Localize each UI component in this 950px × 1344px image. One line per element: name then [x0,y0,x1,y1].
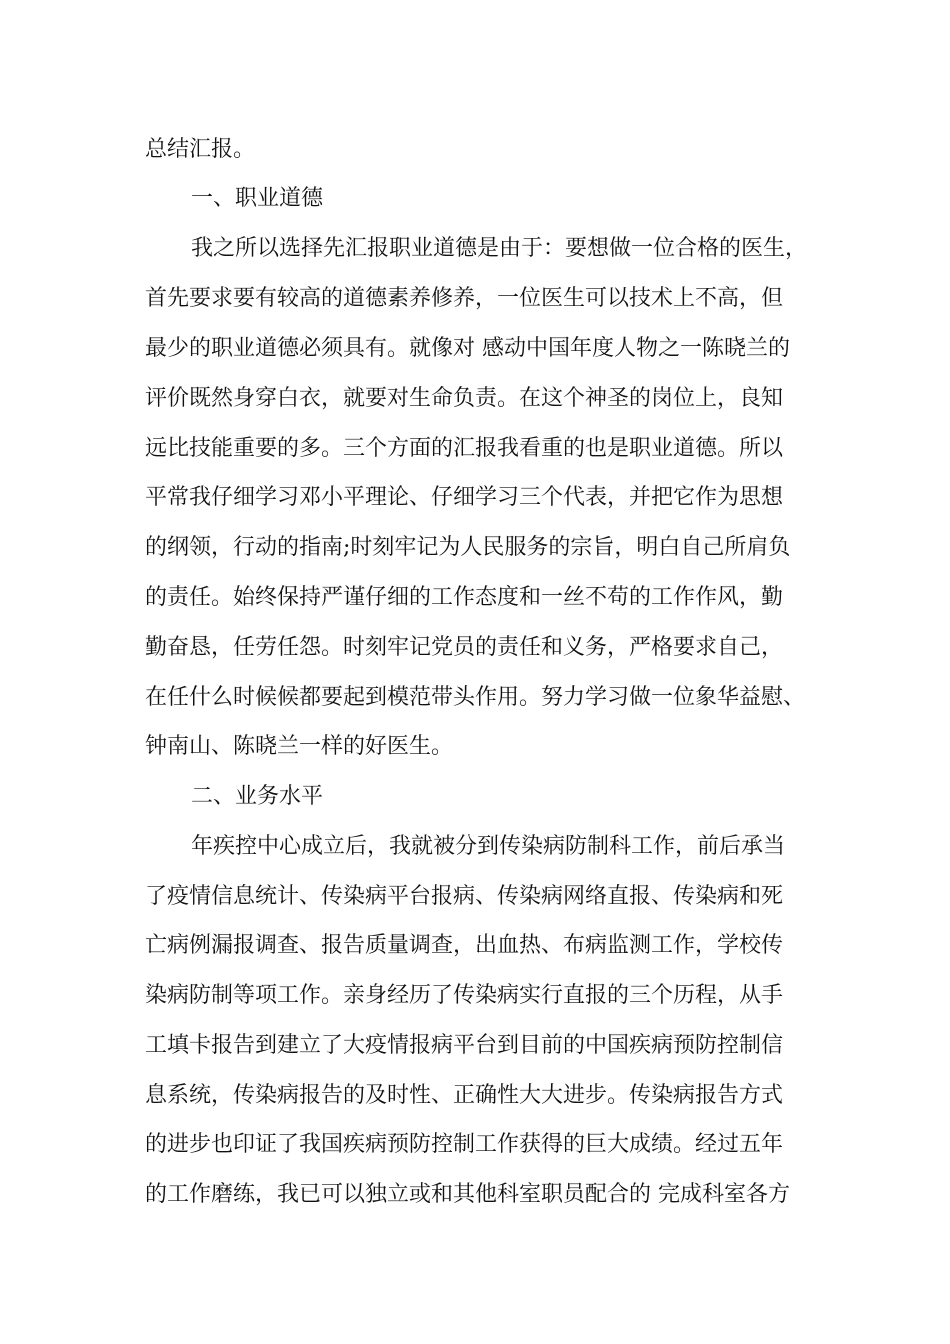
section-heading-business: 二、业务水平 [191,784,324,809]
text-line: 首先要求要有较高的道德素养修养，一位医生可以技术上不高，但 [145,286,784,311]
text-line: 息系统，传染病报告的及时性、正确性大大进步。传染病报告方式 [145,1083,784,1108]
text-line: 在任什么时候候都要起到模范带头作用。努力学习做一位象华益慰、 [145,685,806,710]
text-line: 勤奋恳，任劳任怨。时刻牢记党员的责任和义务，严格要求自己， [145,635,784,660]
text-line: 平常我仔细学习邓小平理论、仔细学习三个代表，并把它作为思想 [145,485,784,510]
section-heading-ethics: 一、职业道德 [191,186,324,211]
text-line: 总结汇报。 [145,137,256,162]
text-line: 年疾控中心成立后，我就被分到传染病防制科工作，前后承当 [191,834,786,859]
text-line: 远比技能重要的多。三个方面的汇报我看重的也是职业道德。所以 [145,436,784,461]
text-line: 染病防制等项工作。亲身经历了传染病实行直报的三个历程，从手 [145,983,784,1008]
text-line: 评价既然身穿白衣，就要对生命负责。在这个神圣的岗位上，良知 [145,386,784,411]
text-line: 的进步也印证了我国疾病预防控制工作获得的巨大成绩。经过五年 [145,1132,784,1157]
text-line: 的工作磨练，我已可以独立或和其他科室职员配合的 完成科室各方 [145,1182,790,1207]
text-line: 亡病例漏报调查、报告质量调查，出血热、布病监测工作，学校传 [145,933,784,958]
text-line: 我之所以选择先汇报职业道德是由于：要想做一位合格的医生， [191,236,808,261]
text-line: 工填卡报告到建立了大疫情报病平台到目前的中国疾病预防控制信 [145,1033,784,1058]
text-line: 的责任。始终保持严谨仔细的工作态度和一丝不苟的工作作风，勤 [145,585,784,610]
text-line: 钟南山、陈晓兰一样的好医生。 [145,734,454,759]
text-line: 了疫情信息统计、传染病平台报病、传染病网络直报、传染病和死 [145,884,784,909]
text-line: 的纲领，行动的指南;时刻牢记为人民服务的宗旨，明白自己所肩负 [145,535,791,560]
text-line: 最少的职业道德必须具有。就像对 感动中国年度人物之一陈晓兰的 [145,336,790,361]
